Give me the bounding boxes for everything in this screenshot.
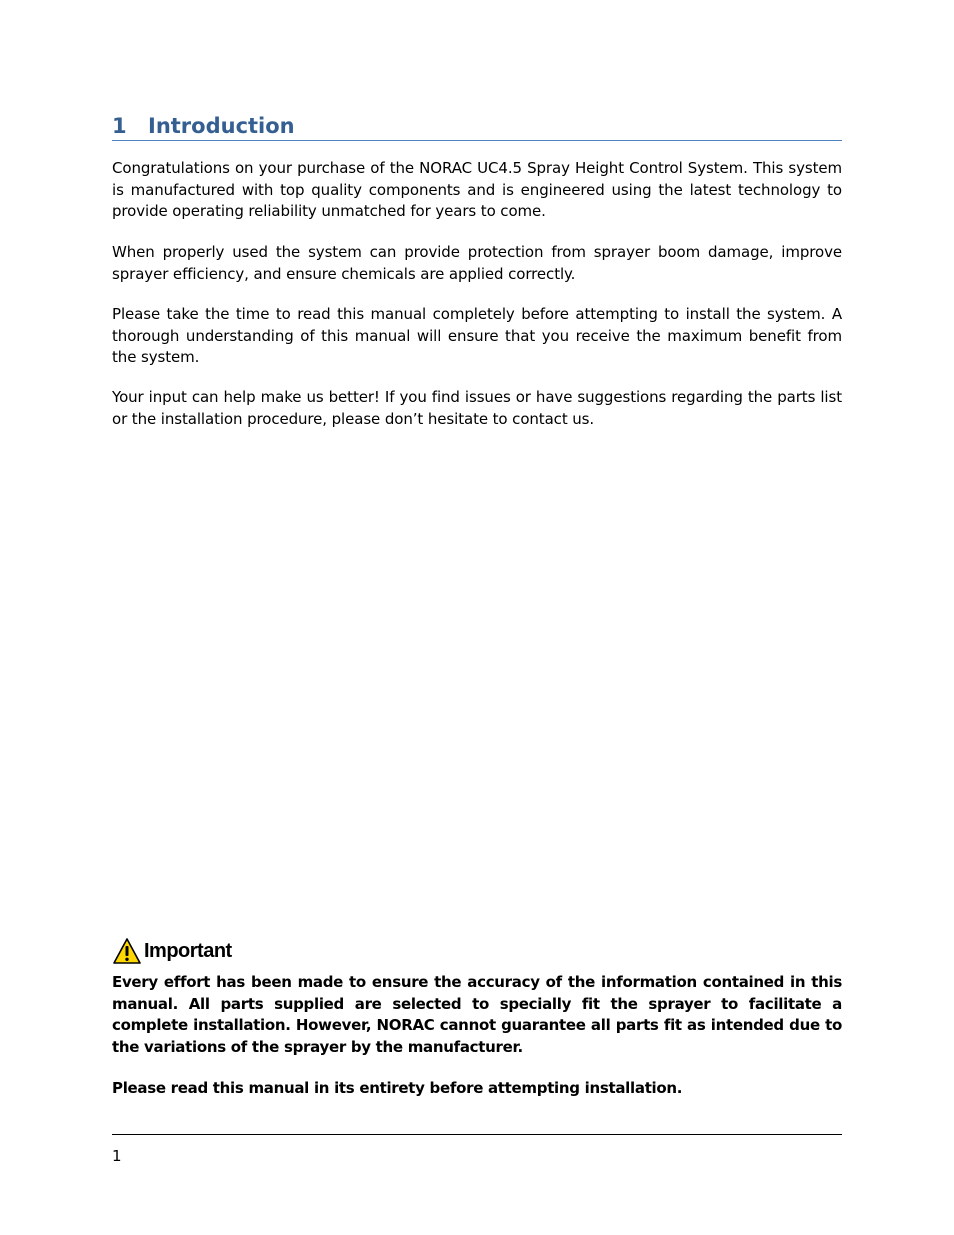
intro-paragraph-1: Congratulations on your purchase of the NORAC UC4.5 Spray Height Control System. This system is manufactured with top quality components and is engineered using the latest technology to provide operating reliability unmatched for years to come. [112, 159, 842, 221]
warning-icon [112, 937, 142, 965]
section-number: 1 [112, 114, 127, 138]
important-notice-title [112, 937, 232, 965]
important-paragraph-1: Every effort has been made to ensure the accuracy of the information contained in this manual. All parts supplied are selected to specially fit the sprayer to facilitate a complete installation. However, NORAC cannot guarantee all parts fit as intended due to the variations of the sprayer by the manufacturer. [112, 973, 842, 1056]
section-title: Introduction [148, 114, 295, 138]
important-label: Important [144, 939, 232, 962]
section-heading [112, 112, 842, 141]
intro-paragraph-3: Please take the time to read this manual completely before attempting to install the system. A thorough understanding of this manual will ensure that you receive the maximum benefit from the system. [112, 305, 842, 367]
document-page [112, 0, 842, 1235]
page-number: 1 [112, 1147, 122, 1165]
important-paragraph-2: Please read this manual in its entirety before attempting installation. [112, 1079, 683, 1097]
footer-divider [112, 1134, 842, 1135]
intro-paragraph-4: Your input can help make us better! If you find issues or have suggestions regarding the parts list or the installation procedure, please don’t hesitate to contact us. [112, 388, 842, 428]
intro-paragraph-2: When properly used the system can provide protection from sprayer boom damage, improve sprayer efficiency, and ensure chemicals are applied correctly. [112, 243, 842, 283]
